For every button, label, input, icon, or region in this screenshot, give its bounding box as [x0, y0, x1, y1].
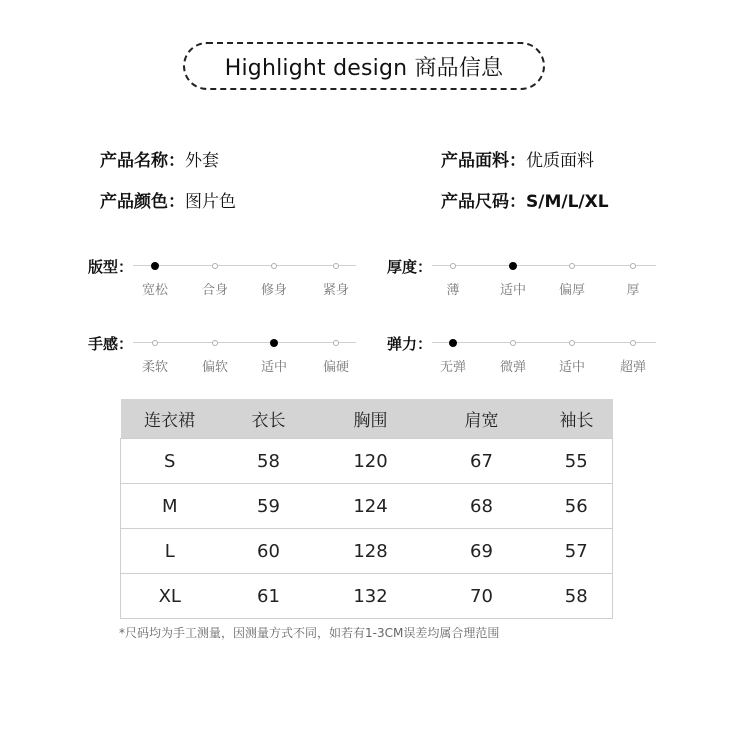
- measurement-cell: 124: [319, 484, 423, 529]
- scale-option-label: 薄: [446, 283, 460, 298]
- scale-track: [133, 342, 356, 343]
- measurement-cell: 67: [423, 439, 541, 484]
- page-title: Highlight design 商品信息: [224, 55, 504, 81]
- measurement-cell: 55: [541, 439, 613, 484]
- info-value: 优质面料: [526, 151, 594, 171]
- info-fabric: [441, 146, 594, 171]
- info-value: S/M/L/XL: [526, 192, 609, 212]
- info-label: 产品颜色：: [100, 192, 185, 212]
- table-header-row: [121, 399, 613, 439]
- scale-selected-dot: [509, 262, 517, 270]
- measurement-cell: 69: [423, 529, 541, 574]
- scale-option-label: 适中: [499, 283, 526, 298]
- size-cell: S: [121, 439, 219, 484]
- scale-option-label: 宽松: [141, 283, 168, 298]
- table-header-cell: 衣长: [219, 399, 319, 439]
- scale-track: [432, 265, 656, 266]
- scale-dot: [333, 340, 339, 346]
- table-header-cell: 袖长: [541, 399, 613, 439]
- table-header-cell: 连衣裙: [121, 399, 219, 439]
- measurement-cell: 58: [219, 439, 319, 484]
- scale-option-label: 无弹: [439, 360, 466, 375]
- scale-option-label: 偏硬: [322, 360, 349, 375]
- measurement-cell: 68: [423, 484, 541, 529]
- scale-dot: [569, 263, 575, 269]
- scale-dot: [450, 263, 456, 269]
- measurement-cell: 120: [319, 439, 423, 484]
- size-table: [120, 399, 613, 619]
- measurement-cell: 58: [541, 574, 613, 619]
- size-cell: M: [121, 484, 219, 529]
- scale-option-label: 超弹: [619, 360, 646, 375]
- scale-option-label: 偏厚: [558, 283, 585, 298]
- table-header-cell: 肩宽: [423, 399, 541, 439]
- measurement-cell: 128: [319, 529, 423, 574]
- scale-selected-dot: [449, 339, 457, 347]
- scale-label-feel: 手感：: [88, 335, 134, 353]
- scale-dot: [271, 263, 277, 269]
- measurement-cell: 70: [423, 574, 541, 619]
- scale-option-label: 偏软: [201, 360, 228, 375]
- info-label: 产品面料：: [441, 151, 526, 171]
- table-row: [121, 529, 613, 574]
- measurement-cell: 132: [319, 574, 423, 619]
- measurement-cell: 61: [219, 574, 319, 619]
- scale-option-label: 紧身: [322, 283, 349, 298]
- scale-dot: [212, 263, 218, 269]
- info-label: 产品尺码：: [441, 192, 526, 212]
- measurement-cell: 57: [541, 529, 613, 574]
- table-header-cell: 胸围: [319, 399, 423, 439]
- info-product-name: [100, 146, 219, 171]
- scale-option-label: 柔软: [141, 360, 168, 375]
- size-cell: L: [121, 529, 219, 574]
- scale-dot: [212, 340, 218, 346]
- scale-dot: [569, 340, 575, 346]
- scale-option-label: 微弹: [499, 360, 526, 375]
- scale-label-fit: 版型：: [88, 258, 134, 276]
- info-label: 产品名称：: [100, 151, 185, 171]
- table-row: [121, 439, 613, 484]
- scale-label-stretch: 弹力：: [387, 335, 433, 353]
- scale-label-thickness: 厚度：: [387, 258, 433, 276]
- scale-track: [432, 342, 656, 343]
- scale-option-label: 适中: [558, 360, 585, 375]
- measurement-cell: 56: [541, 484, 613, 529]
- scale-dot: [630, 340, 636, 346]
- measurement-cell: 60: [219, 529, 319, 574]
- scale-option-label: 适中: [260, 360, 287, 375]
- table-row: [121, 484, 613, 529]
- size-cell: XL: [121, 574, 219, 619]
- scale-track: [133, 265, 356, 266]
- scale-dot: [152, 340, 158, 346]
- scale-dot: [630, 263, 636, 269]
- info-value: 图片色: [185, 192, 236, 212]
- header-banner: [183, 42, 545, 90]
- info-size: [441, 187, 609, 212]
- measurement-footnote: *尺码均为手工测量，因测量方式不同，如若有1-3CM误差均属合理范围: [119, 626, 500, 640]
- scale-dot: [510, 340, 516, 346]
- info-color: [100, 187, 236, 212]
- scale-option-label: 合身: [201, 283, 228, 298]
- table-row: [121, 574, 613, 619]
- scale-option-label: 修身: [260, 283, 287, 298]
- scale-option-label: 厚: [626, 283, 640, 298]
- measurement-cell: 59: [219, 484, 319, 529]
- scale-dot: [333, 263, 339, 269]
- info-value: 外套: [185, 151, 219, 171]
- scale-selected-dot: [151, 262, 159, 270]
- scale-selected-dot: [270, 339, 278, 347]
